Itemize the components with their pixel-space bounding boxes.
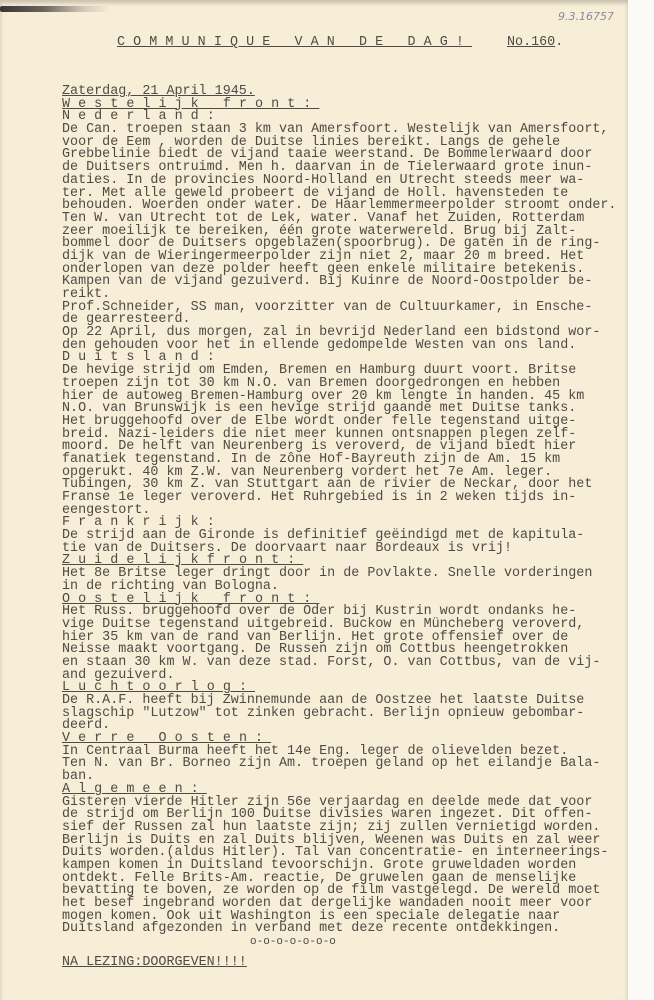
text-line: dijk van de Wieringermeerpolder zijn niet 2, maar 20 m breed. Het [62, 248, 585, 264]
document-title: COMMUNIQUE VAN DE DAG! [117, 35, 472, 50]
document-date: Zaterdag, 21 April 1945. [62, 84, 255, 99]
text-line: opgerukt. 40 km Z.W. van Neurenberg vordert het 7e Am. leger. [62, 464, 553, 480]
text-line: Ten W. van Utrecht tot de Lek, water. Vanaf het Zuiden, Rotterdam [62, 210, 585, 226]
text-line: moord. De helft van Neurenberg is veroverd, de vijand biedt hier [62, 439, 577, 455]
text-line: ter. Met alle geweld probeert de vijand de Holl. havensteden te [62, 185, 569, 201]
text-line: behouden. Woerden onder water. De Haarlemmermeerpolder stroomt onder. [62, 198, 617, 214]
text-line: Gisteren vierde Hitler zijn 56e verjaardag en deelde mede dat voor [62, 794, 593, 810]
text-line: en staan 30 km W. van deze stad. Forst, O. van Cottbus, van de vij- [62, 654, 601, 670]
text-line: breid. Nazi-leiders die niet meer kunnen ontsnappen plegen zelf- [62, 426, 577, 442]
issue-number-suffix: . [555, 35, 564, 50]
text-line: Het Russ. bruggehoofd over de Oder bij Kustrin wordt ondanks he- [62, 604, 577, 620]
text-line: hier de autoweg Bremen-Hamburg over 20 km lengte in handen. 45 km [62, 388, 585, 404]
document-body [62, 86, 622, 969]
separator: o-o-o-o-o-o-o [250, 936, 336, 949]
text-line: mogen komen. Ook uit Washington is een speciale delegatie naar [62, 908, 561, 924]
text-line: eengestort. [62, 502, 151, 518]
text-line: Berlijn is Duits en zal Duits blijven, Weenen was Duits en zal weer [62, 832, 601, 848]
text-line: De strijd aan de Gironde is definitief geëindigd met de kapitula- [62, 528, 585, 544]
section-heading: Oostelijk front: [62, 591, 320, 607]
text-line: fanatiek tegenstand. In de zône Hof-Bayreuth zijn de Am. 15 km [62, 451, 561, 467]
text-line: Duits worden.(aldus Hitler). Tal van concentratie- en interneerings- [62, 845, 609, 861]
text-line: deerd. [62, 718, 111, 734]
section-heading: Zuidelijkfront: [62, 553, 304, 569]
text-line: vige Duitse tegenstand uitgebreid. Buckow en Müncheberg veroverd, [62, 616, 585, 632]
text-line: Duitsland afgezonden in verband met deze recente ontdekkingen. [62, 921, 561, 937]
text-line: De Can. troepen staan 3 km van Amersfoort. Westelijk van Amersfoort, [62, 122, 609, 138]
text-line: de gearresteerd. [62, 312, 191, 328]
text-line: in de richting van Bologna. [62, 578, 279, 594]
text-line: Ten N. van Br. Borneo zijn Am. troepen geland op het eilandje Bala- [62, 756, 601, 772]
text-line: Grebbelinie biedt de vijand taaie weerstand. De Bommelerwaard door [62, 147, 593, 163]
text-line: sief der Russen zal hun laatste zijn; zij zullen vernietigd worden. [62, 819, 601, 835]
section-heading: Luchtoorlog: [62, 680, 256, 696]
scan-smudge [0, 6, 110, 12]
text-line: ontdekt. Felle Brits-Am. reactie, De gruwelen gaan de menselijke [62, 870, 577, 886]
text-line: voor de Eem , worden de Duitse linies bereikt. Langs de gehele [62, 134, 561, 150]
text-line: De R.A.F. heeft bij Zwinnemunde aan de Oostzee het laatste Duitse [62, 693, 585, 708]
text-line: het besef ingebrand worden dat dergelijke wandaden nooit meer voor [62, 896, 593, 911]
text-line: Franse 1e leger veroverd. Het Ruhrgebied is in 2 weken tijds in- [62, 490, 577, 505]
text-line: de strijd om Berlijn 100 Duitse divisies waren ingezet. Dit offen- [62, 807, 593, 823]
text-line: zeer moeilijk te bereiken, één grote waterwereld. Brug bij Zalt- [62, 223, 577, 239]
section-heading: Verre Oosten: [62, 731, 272, 747]
issue-number-value: 160 [531, 35, 556, 50]
text-line: hier 35 km van de rand van Berlijn. Het grote offensief over de [62, 629, 569, 645]
issue-number-label: No. [507, 35, 532, 50]
text-line: Op 22 April, dus morgen, zal in bevrijd Nederland een bidstond wor- [62, 325, 601, 341]
text-line: reikt. [62, 287, 111, 302]
text-line: bommel door de Duitsers opgeblazen(spoorbrug). De gaten in de ring- [62, 236, 601, 252]
text-line: onderlopen van deze polder heeft geen enkele militaire betekenis. [62, 261, 585, 277]
text-line: Neisse maakt voortgang. De Russen zijn om Cottbus heengetrokken [62, 642, 569, 658]
archive-mark: 9.3.16757 [558, 10, 614, 23]
text-line: In Centraal Burma heeft het 14e Eng. leger de olievelden bezet. [62, 743, 569, 759]
section-heading: Duitsland: [62, 350, 223, 366]
text-line: Prof.Schneider, SS man, voorzitter van de Cultuurkamer, in Ensche- [62, 299, 593, 315]
section-heading: Nederland: [62, 109, 223, 125]
text-line: troepen zijn tot 30 km N.O. van Bremen doorgedrongen en hebben [62, 375, 561, 391]
section-heading: Frankrijk: [62, 515, 223, 531]
text-line: and gezuiverd. [62, 667, 175, 683]
text-line: kampen komen in Duitsland tevoorschijn. Grote gruweldaden worden [62, 857, 577, 873]
text-line: De hevige strijd om Emden, Bremen en Hamburg duurt voort. Britse [62, 363, 577, 379]
text-line: Het 8e Britse leger dringt door in de Povlakte. Snelle vorderingen [62, 566, 593, 582]
section-heading: Westelijk front: [62, 96, 320, 112]
text-line: de Duitsers ontruimd. Men h. daarvan in de Tielerwaard grote inun- [62, 160, 593, 176]
text-line: tie van de Duitsers. De doorvaart naar Bordeaux is vrij! [62, 540, 512, 556]
text-line: bevatting te boven, ze worden op de film vastgelegd. De wereld moet [62, 883, 601, 899]
text-line: slagschip "Lutzow" tot zinken gebracht. Berlijn opnieuw gebombar- [62, 705, 585, 721]
text-line: Tubingen, 30 km Z. van Stuttgart aan de rivier de Neckar, door het [62, 477, 593, 493]
footer-instruction: NA LEZING:DOORGEVEN!!!! [62, 954, 247, 970]
text-line: ban. [62, 769, 95, 785]
text-line: Kampen van de vijand gezuiverd. Bij Kuinre de Noord-Oostpolder be- [62, 274, 593, 290]
section-heading: Algemeen: [62, 781, 207, 797]
text-line: Het bruggehoofd over de Elbe wordt onder felle tegenstand uitge- [62, 413, 577, 429]
text-line: den gehouden voor het in ellende gedompelde Westen van ons land. [62, 337, 577, 353]
text-line: daties. In de provincies Noord-Holland en Utrecht steeds meer wa- [62, 172, 585, 188]
issue-number [507, 35, 563, 50]
text-line: N.O. van Brunswijk is een hevige strijd gaande met Duitse tanks. [62, 401, 577, 417]
